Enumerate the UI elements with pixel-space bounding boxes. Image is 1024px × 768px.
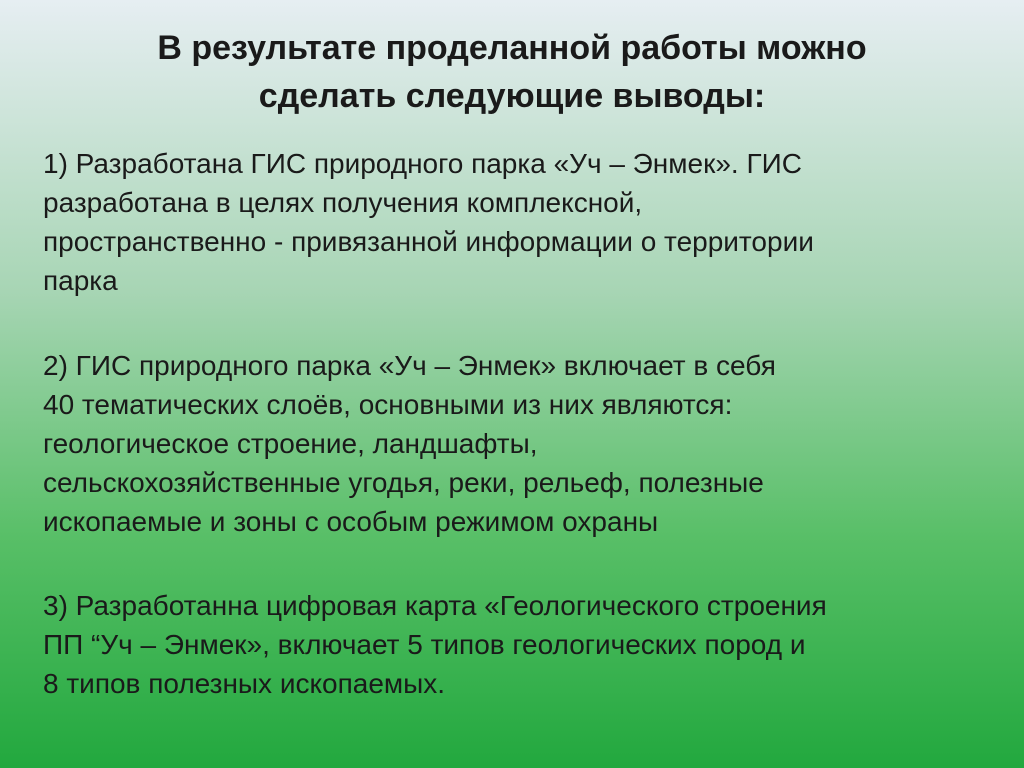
item-line: геологическое строение, ландшафты, <box>43 428 538 459</box>
item-line: 1) Разработана ГИС природного парка «Уч – Энмек». ГИС <box>43 148 802 179</box>
conclusion-item-3 <box>43 586 1003 703</box>
item-line: 40 тематических слоёв, основными из них являются: <box>43 389 733 420</box>
slide-title <box>0 24 1024 120</box>
item-line: 2) ГИС природного парка «Уч – Энмек» включает в себя <box>43 350 776 381</box>
item-line: ПП “Уч – Энмек», включает 5 типов геологических пород и <box>43 629 806 660</box>
item-line: ископаемые и зоны с особым режимом охраны <box>43 506 659 537</box>
item-line: пространственно - привязанной информации о территории <box>43 226 814 257</box>
conclusion-item-1 <box>43 144 1003 300</box>
item-line: 3) Разработанна цифровая карта «Геологического строения <box>43 590 827 621</box>
conclusion-item-2 <box>43 346 1003 541</box>
title-line: В результате проделанной работы можно <box>157 29 867 67</box>
item-line: 8 типов полезных ископаемых. <box>43 668 446 699</box>
title-line: сделать следующие выводы: <box>258 77 766 115</box>
item-line: разработана в целях получения комплексной, <box>43 187 643 218</box>
item-line: сельскохозяйственные угодья, реки, рельеф, полезные <box>43 467 764 498</box>
item-line: парка <box>43 265 118 296</box>
